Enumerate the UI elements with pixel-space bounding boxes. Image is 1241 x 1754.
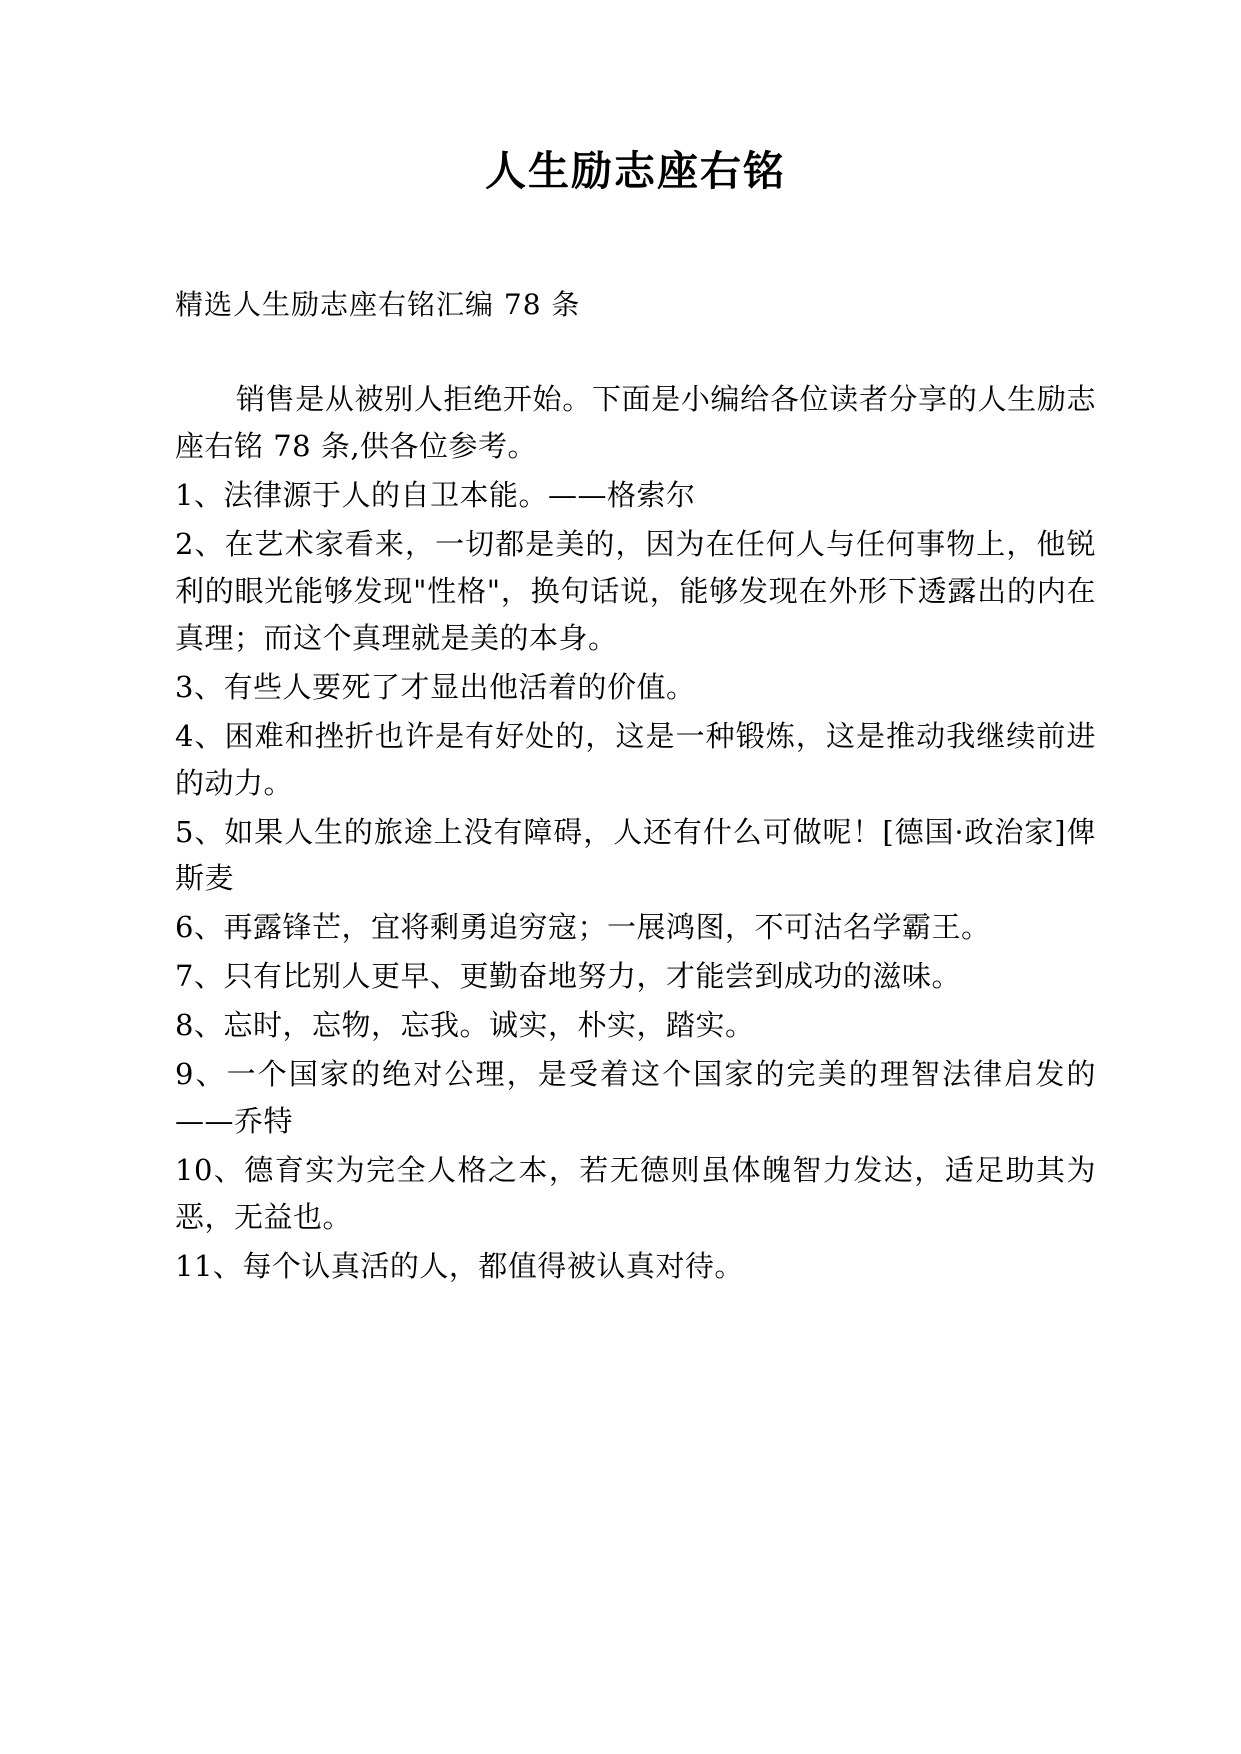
- list-item: 11、每个认真活的人，都值得被认真对待。: [175, 1249, 744, 1284]
- list-item: 1、法律源于人的自卫本能。——格索尔: [175, 477, 696, 512]
- list-item: 7、只有比别人更早、更勤奋地努力，才能尝到成功的滋味。: [175, 959, 961, 994]
- list-item: 4、困难和挫折也许是有好处的，这是一种锻炼，这是推动我继续前进的动力。: [175, 718, 1096, 800]
- list-item: 10、德育实为完全人格之本，若无德则虽体魄智力发达，适足助其为恶，无益也。: [175, 1153, 1096, 1235]
- list-item: 6、再露锋芒，宜将剩勇追穷寇；一展鸿图，不可沽名学霸王。: [175, 910, 991, 945]
- list-item: 2、在艺术家看来，一切都是美的，因为在任何人与任何事物上，他锐利的眼光能够发现"性格"，换句话说，能够发现在外形下透露出的内在真理；而这个真理就是美的本身。: [175, 526, 1096, 655]
- document-subtitle: 精选人生励志座右铭汇编 78 条: [175, 288, 581, 321]
- list-item: 3、有些人要死了才显出他活着的价值。: [175, 669, 696, 704]
- list-item: 5、如果人生的旅途上没有障碍，人还有什么可做呢！[德国·政治家]俾斯麦: [175, 814, 1096, 896]
- list-item: 8、忘时，忘物，忘我。诚实，朴实，踏实。: [175, 1008, 755, 1043]
- intro-paragraph: 销售是从被别人拒绝开始。下面是小编给各位读者分享的人生励志座右铭 78 条,供各位参考。: [175, 381, 1096, 463]
- document-body: [175, 376, 1096, 1290]
- list-item: 9、一个国家的绝对公理，是受着这个国家的完美的理智法律启发的——乔特: [175, 1057, 1096, 1139]
- page-title: 人生励志座右铭: [485, 147, 786, 195]
